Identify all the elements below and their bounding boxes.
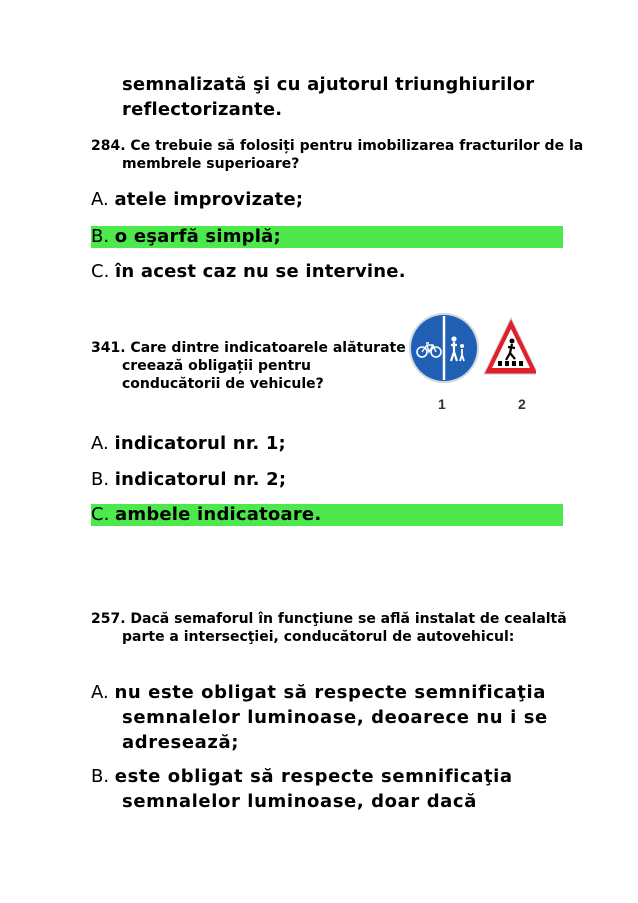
question-number: 341.	[91, 340, 126, 356]
option-letter: B.	[91, 226, 115, 247]
option-letter: A.	[91, 433, 115, 454]
bicycle-pedestrian-sign-icon	[409, 313, 479, 383]
option-text: este obligat să respecte semnificaţia semnalelor luminoase, doar dacă	[114, 766, 513, 812]
option-letter: A.	[91, 189, 115, 210]
option-341-a[interactable]	[91, 433, 563, 455]
option-text: atele improvizate;	[114, 189, 304, 210]
option-341-c-correct[interactable]	[91, 504, 563, 526]
question-text: Dacă semaforul în funcţiune se află instalat de cealaltă parte a intersecţiei, conducătorul de autovehicul:	[122, 611, 567, 645]
question-257	[91, 610, 594, 646]
option-text: nu este obligat să respecte semnificaţia semnalelor luminoase, deoarece nu i se adresează;	[114, 682, 548, 753]
option-letter: C.	[91, 504, 116, 525]
intro-line-1: semnalizată şi cu ajutorul triunghiurilor	[122, 74, 535, 95]
question-text: Ce trebuie să folosiți pentru imobilizarea fracturilor de la membrele superioare?	[122, 138, 584, 172]
option-284-c[interactable]	[91, 261, 563, 283]
option-letter: C.	[91, 261, 116, 282]
option-text: indicatorul nr. 2;	[114, 469, 287, 490]
option-257-b[interactable]	[91, 764, 563, 814]
question-341	[91, 339, 412, 393]
signs-image	[408, 312, 536, 392]
option-284-a[interactable]	[91, 189, 563, 211]
intro-text	[91, 72, 563, 122]
traffic-signs-figure	[408, 312, 536, 416]
option-letter: B.	[91, 766, 115, 787]
question-284	[91, 137, 594, 173]
sign-2-label: 2	[518, 396, 526, 412]
option-text: indicatorul nr. 1;	[114, 433, 286, 454]
option-284-b-correct[interactable]	[91, 226, 563, 248]
question-text: Care dintre indicatoarele alăturate creează obligații pentru conducătorii de vehicule?	[122, 340, 406, 392]
option-257-a[interactable]	[91, 680, 563, 755]
option-text: ambele indicatoare.	[115, 504, 322, 525]
question-number: 257.	[91, 611, 126, 627]
option-letter: B.	[91, 469, 115, 490]
option-text: o eşarfă simplă;	[114, 226, 281, 247]
option-341-b[interactable]	[91, 469, 563, 491]
option-letter: A.	[91, 682, 115, 703]
intro-line-2: reflectorizante.	[122, 99, 283, 120]
option-text: în acest caz nu se intervine.	[115, 261, 406, 282]
pedestrian-crossing-warning-sign-icon	[484, 318, 536, 374]
question-number: 284.	[91, 138, 126, 154]
sign-1-label: 1	[438, 396, 446, 412]
